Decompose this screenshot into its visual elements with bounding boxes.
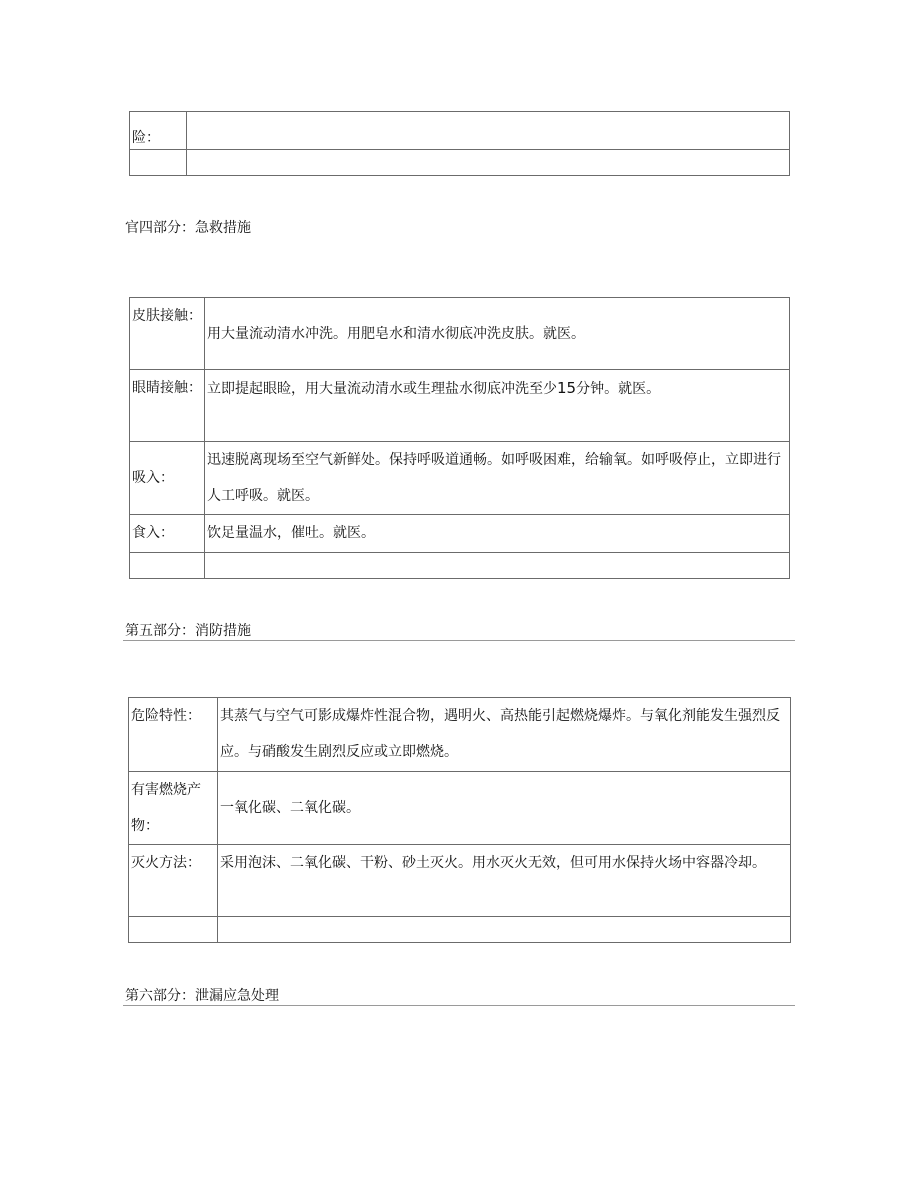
- table-label-cell: 眼睛接触：: [130, 370, 205, 442]
- table-value-cell: 其蒸气与空气可影成爆炸性混合物，遇明火、高热能引起燃烧爆炸。与氧化剂能发生强烈反应。与硝酸发生剧烈反应或立即燃烧。: [218, 698, 791, 772]
- table-value-cell: 一氧化碳、二氧化碳。: [218, 772, 791, 845]
- table-value-cell: [205, 370, 790, 442]
- table-label-cell: 险：: [130, 112, 187, 150]
- top-table: [129, 111, 790, 176]
- table-label-cell: 有害燃烧产物：: [129, 772, 218, 845]
- table-empty-cell: [205, 553, 790, 579]
- table-label-cell: 灭火方法：: [129, 845, 218, 917]
- table-label-cell: 食入：: [130, 515, 205, 553]
- table-label-cell: 吸入：: [130, 442, 205, 515]
- section-divider: [123, 1005, 795, 1006]
- first-aid-table: [129, 297, 790, 579]
- table-empty-cell: [130, 150, 187, 176]
- section-heading-spill-response: 第六部分：泄漏应急处理: [125, 988, 279, 1004]
- table-value-cell: 用大量流动清水冲洗。用肥皂水和清水彻底冲洗皮肤。就医。: [205, 298, 790, 370]
- table-label-cell: 皮肤接触：: [130, 298, 205, 370]
- table-empty-cell: [129, 917, 218, 943]
- table-empty-cell: [187, 150, 790, 176]
- table-empty-cell: [130, 553, 205, 579]
- table-empty-cell: [218, 917, 791, 943]
- eye-contact-minutes: 15: [557, 379, 577, 397]
- eye-contact-text-after: 分钟。就医。: [576, 381, 661, 397]
- section-heading-fire-fighting: 第五部分：消防措施: [125, 623, 251, 639]
- section-divider: [123, 640, 795, 641]
- eye-contact-text-before: 立即提起眼睑，用大量流动清水或生理盐水彻底冲洗至少: [207, 381, 557, 397]
- table-value-cell: 采用泡沫、二氧化碳、干粉、砂土灭火。用水灭火无效，但可用水保持火场中容器冷却。: [218, 845, 791, 917]
- table-value-cell: 迅速脱离现场至空气新鲜处。保持呼吸道通畅。如呼吸困难，给输氧。如呼吸停止，立即进行人工呼吸。就医。: [205, 442, 790, 515]
- table-value-cell: 饮足量温水，催吐。就医。: [205, 515, 790, 553]
- section-heading-first-aid: 官四部分：急救措施: [125, 220, 251, 236]
- table-label-cell: 危险特性：: [129, 698, 218, 772]
- fire-fighting-table: [128, 697, 791, 943]
- table-value-cell: [187, 112, 790, 150]
